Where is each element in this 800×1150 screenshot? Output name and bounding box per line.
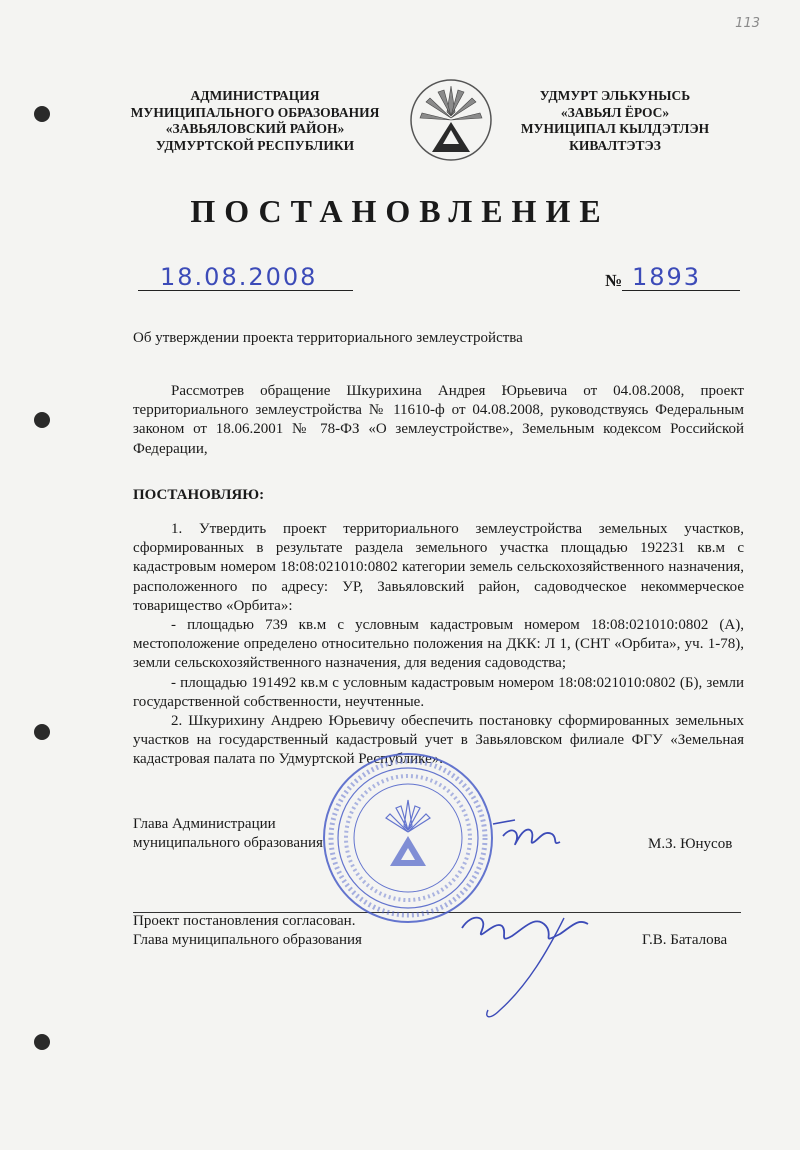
date-handwritten: 18.08.2008 [160, 263, 318, 291]
signatory-title: муниципального образования [133, 835, 323, 851]
document-title: ПОСТАНОВЛЕНИЕ [190, 193, 610, 229]
document-subject: Об утверждении проекта территориального землеустройства [133, 330, 523, 346]
resolution-item-2: 2. Шкурихину Андрею Юрьевичу обеспечить постановку сформированных земельных участков на государственный кадастровый учет в Завьяловском филиале ФГУ «Земельная кадастровая палата по Удмуртской Республике». [133, 713, 744, 768]
number-handwritten: 1893 [632, 263, 702, 291]
signature-scribble [487, 918, 564, 1017]
signature-scribble [493, 820, 515, 824]
signature-scribble [462, 918, 588, 939]
header-right-line: КИВАЛТЭТЭЗ [569, 137, 661, 153]
header-left-line: МУНИЦИПАЛЬНОГО ОБРАЗОВАНИЯ [130, 104, 380, 120]
signature-scribble [503, 830, 560, 845]
header-right-line: УДМУРТ ЭЛЬКУНЫСЬ [539, 88, 691, 103]
preamble-text: Рассмотрев обращение Шкурихина Андрея Юрьевича от 04.08.2008, проект территориального землеустройства № 11610-ф от 04.08.2008, руководствуясь Федеральным законом от 18.06.2001 № 78-ФЗ «О землеустройстве», Земельным кодексом Российской Федерации, [133, 383, 744, 457]
approval-title: Глава муниципального образования [133, 932, 362, 948]
resolve-heading: ПОСТАНОВЛЯЮ: [133, 487, 265, 503]
resolution-item-1a: - площадью 739 кв.м с условным кадастровым номером 18:08:021010:0802 (А), местоположение определено относительно положения на ДКК: Л 1, (СНТ «Орбита», уч. 1-78), земли сельскохозяйственного назначения, для ведения садоводства; [133, 617, 744, 672]
resolution-item-1b: - площадью 191492 кв.м с условным кадастровым номером 18:08:021010:0802 (Б), земли государственной собственности, неучтенные. [133, 674, 744, 710]
header-left-line: УДМУРТСКОЙ РЕСПУБЛИКИ [155, 137, 355, 153]
header-left-line: «ЗАВЬЯЛОВСКИЙ РАЙОН» [165, 121, 345, 136]
approver-name: Г.В. Баталова [642, 932, 728, 948]
page-number-mark: 113 [735, 16, 760, 31]
official-seal-icon [324, 754, 492, 922]
number-label: № [605, 271, 623, 290]
signatory-name: М.З. Юнусов [648, 836, 733, 852]
header-right-line: МУНИЦИПАЛ КЫЛДЭТЛЭН [520, 121, 710, 136]
signatory-title: Глава Администрации [133, 816, 276, 832]
approval-title: Проект постановления согласован. [133, 913, 356, 929]
header-right-line: «ЗАВЬЯЛ ЁРОС» [560, 104, 670, 120]
resolution-item-1: 1. Утвердить проект территориального землеустройства земельных участков, сформированных в результате раздела земельного участка площадью 192231 кв.м с кадастровым номером 18:08:021010:0802 категории земель сельскохозяйственного назначения, расположенного по адресу: УР, Завьяловский район, садоводческое некоммерческое товарищество «Орбита»: [133, 521, 744, 614]
header-left-line: АДМИНИСТРАЦИЯ [190, 88, 320, 103]
